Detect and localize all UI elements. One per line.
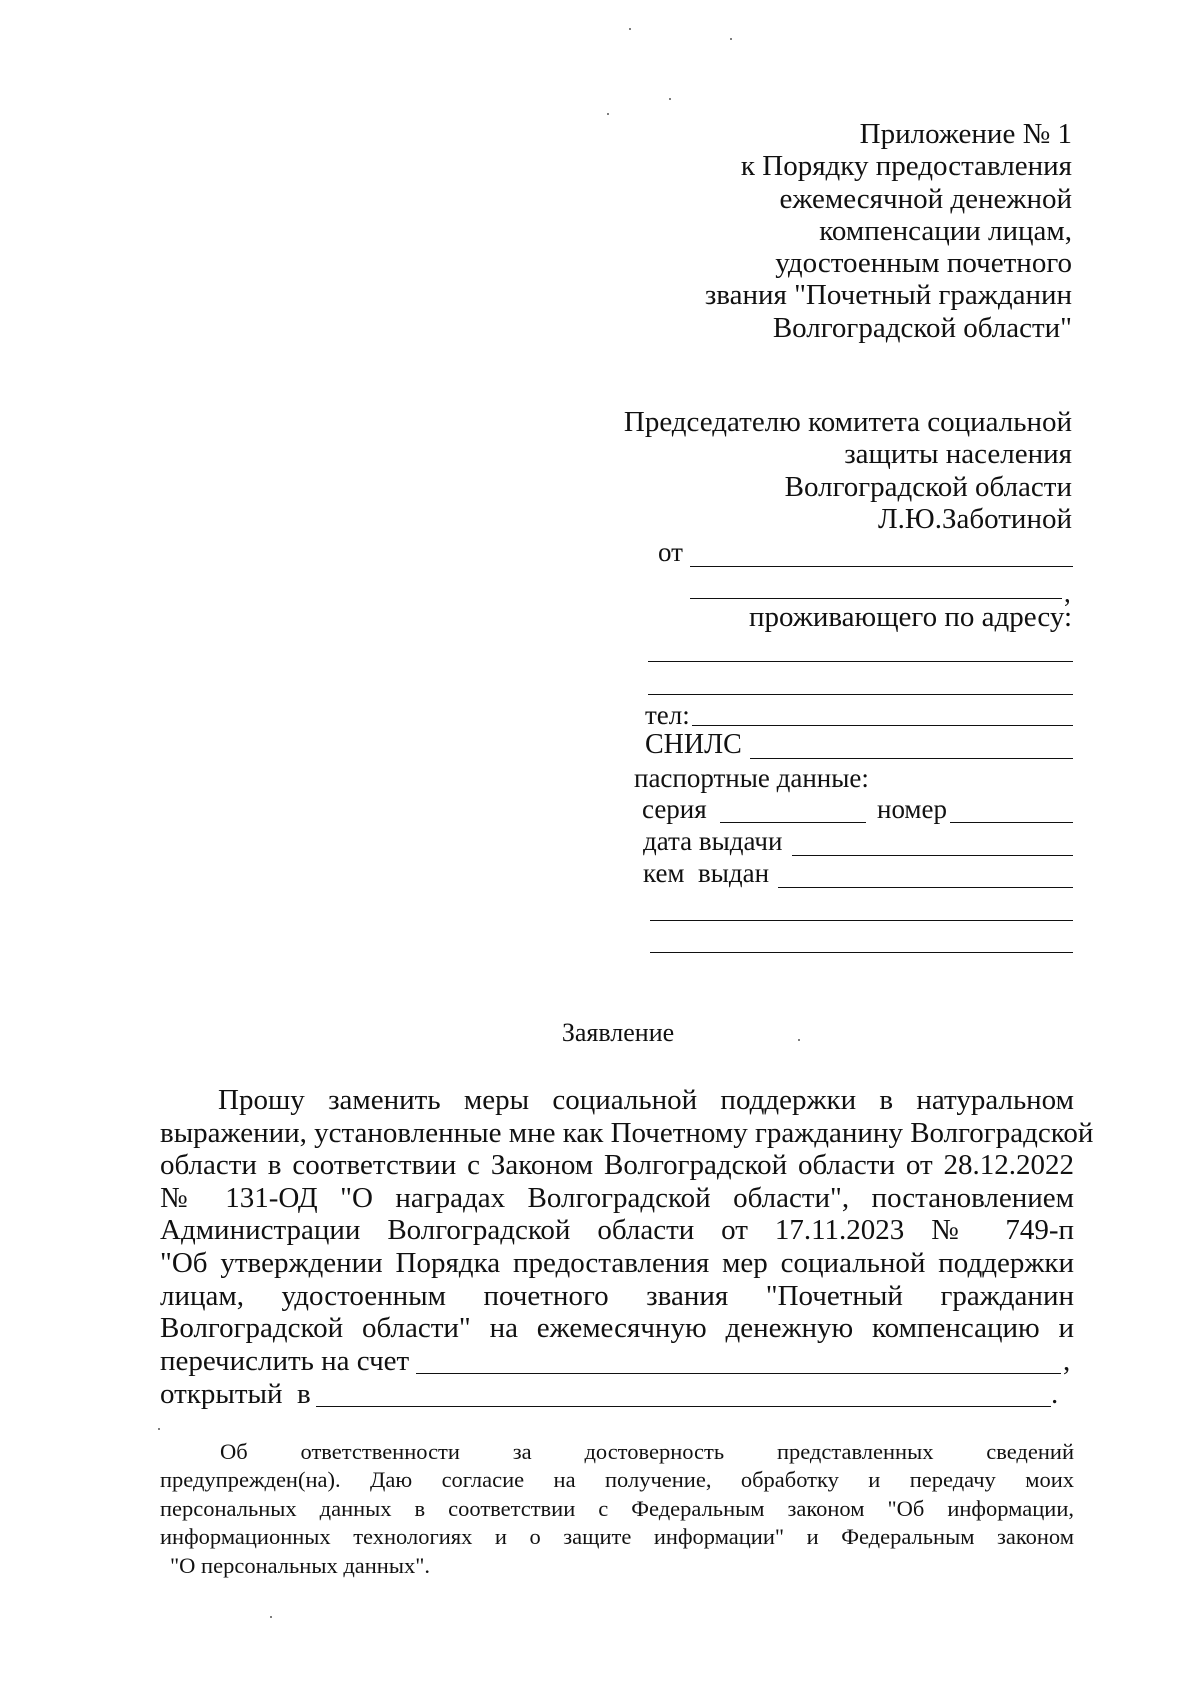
appendix-line: к Порядку предоставления [740,150,1072,183]
consent-line: "О персональных данных". [170,1552,431,1578]
appendix-line: ежемесячной денежной [779,182,1072,215]
issued-by-line-2[interactable] [650,920,1073,921]
passport-label: паспортные данные: [634,763,869,793]
opened-in-label: открытый в [160,1378,311,1410]
series-line[interactable] [720,822,866,823]
account-label: перечислить на счет [160,1345,410,1377]
snils-label: СНИЛС [645,729,742,760]
request-paragraph [160,1084,1094,1345]
series-label: серия [642,794,707,824]
applicant-name-line-1[interactable] [690,566,1073,567]
addressee-line: Волгоградской области [784,470,1072,503]
address-label: проживающего по адресу: [749,601,1072,633]
addressee-block [512,406,1072,535]
body-line: № 131-ОД "О наградах Волгоградской области", постановлением [160,1181,1074,1214]
address-line-2[interactable] [648,694,1073,695]
consent-paragraph [160,1438,1074,1580]
consent-line: предупрежден(на). Даю согласие на получение, обработку и передачу моих [160,1467,1074,1493]
address-line-1[interactable] [648,661,1073,662]
appendix-line: Приложение № 1 [859,118,1072,150]
phone-label: тел: [645,700,690,730]
issue-date-label: дата выдачи [643,826,783,856]
issued-by-label: кем выдан [643,858,770,888]
appendix-line: звания "Почетный гражданин [704,279,1072,312]
body-line: Волгоградской области" на ежемесячную денежную компенсацию и [160,1312,1074,1345]
name-comma: , [1064,578,1071,608]
consent-line: персональных данных в соответствии с Федеральным законом "Об информации, [160,1495,1074,1521]
scan-speck [669,98,671,100]
appendix-line: Волгоградской области" [772,311,1072,344]
addressee-line: Л.Ю.Заботиной [878,502,1072,535]
bank-line[interactable] [316,1406,1051,1407]
appendix-line: компенсации лицам, [819,214,1072,247]
scan-speck [158,1428,160,1430]
appendix-header [552,118,1072,344]
appendix-line: удостоенным почетного [775,247,1072,280]
scan-speck [270,1616,272,1618]
scan-speck [607,113,609,115]
body-line: "Об утверждении Порядка предоставления мер социальной поддержки [160,1246,1074,1279]
body-line: лицам, удостоенным почетного звания "Почетный гражданин [160,1279,1074,1312]
issued-by-line-1[interactable] [778,887,1073,888]
consent-line: Об ответственности за достоверность представленных сведений [220,1439,1074,1464]
document-title: Заявление [561,1018,675,1047]
consent-line: информационных технологиях и о защите информации" и Федеральным законом [160,1524,1074,1550]
number-line[interactable] [950,822,1073,823]
bank-period: . [1051,1378,1059,1410]
from-label: от [658,537,683,567]
account-line[interactable] [416,1373,1061,1374]
scan-speck [629,28,631,30]
body-line: Администрации Волгоградской области от 17.11.2023 № 749-п [160,1214,1074,1247]
body-line: области в соответствии с Законом Волгоградской области от 28.12.2022 [160,1149,1074,1182]
snils-line[interactable] [750,758,1073,759]
account-comma: , [1063,1345,1071,1377]
number-label: номер [877,794,948,824]
scan-speck [798,1039,800,1041]
body-line: Прошу заменить меры социальной поддержки в натуральном [218,1084,1074,1116]
body-line: выражении, установленные мне как Почетному гражданину Волгоградской [160,1116,1094,1149]
issue-date-line[interactable] [792,855,1073,856]
scan-speck [730,38,732,40]
issued-by-line-3[interactable] [650,952,1073,953]
addressee-line: защиты населения [844,438,1072,471]
phone-line[interactable] [692,725,1073,726]
addressee-line: Председателю комитета социальной [623,406,1072,438]
applicant-name-line-2[interactable] [690,598,1062,599]
